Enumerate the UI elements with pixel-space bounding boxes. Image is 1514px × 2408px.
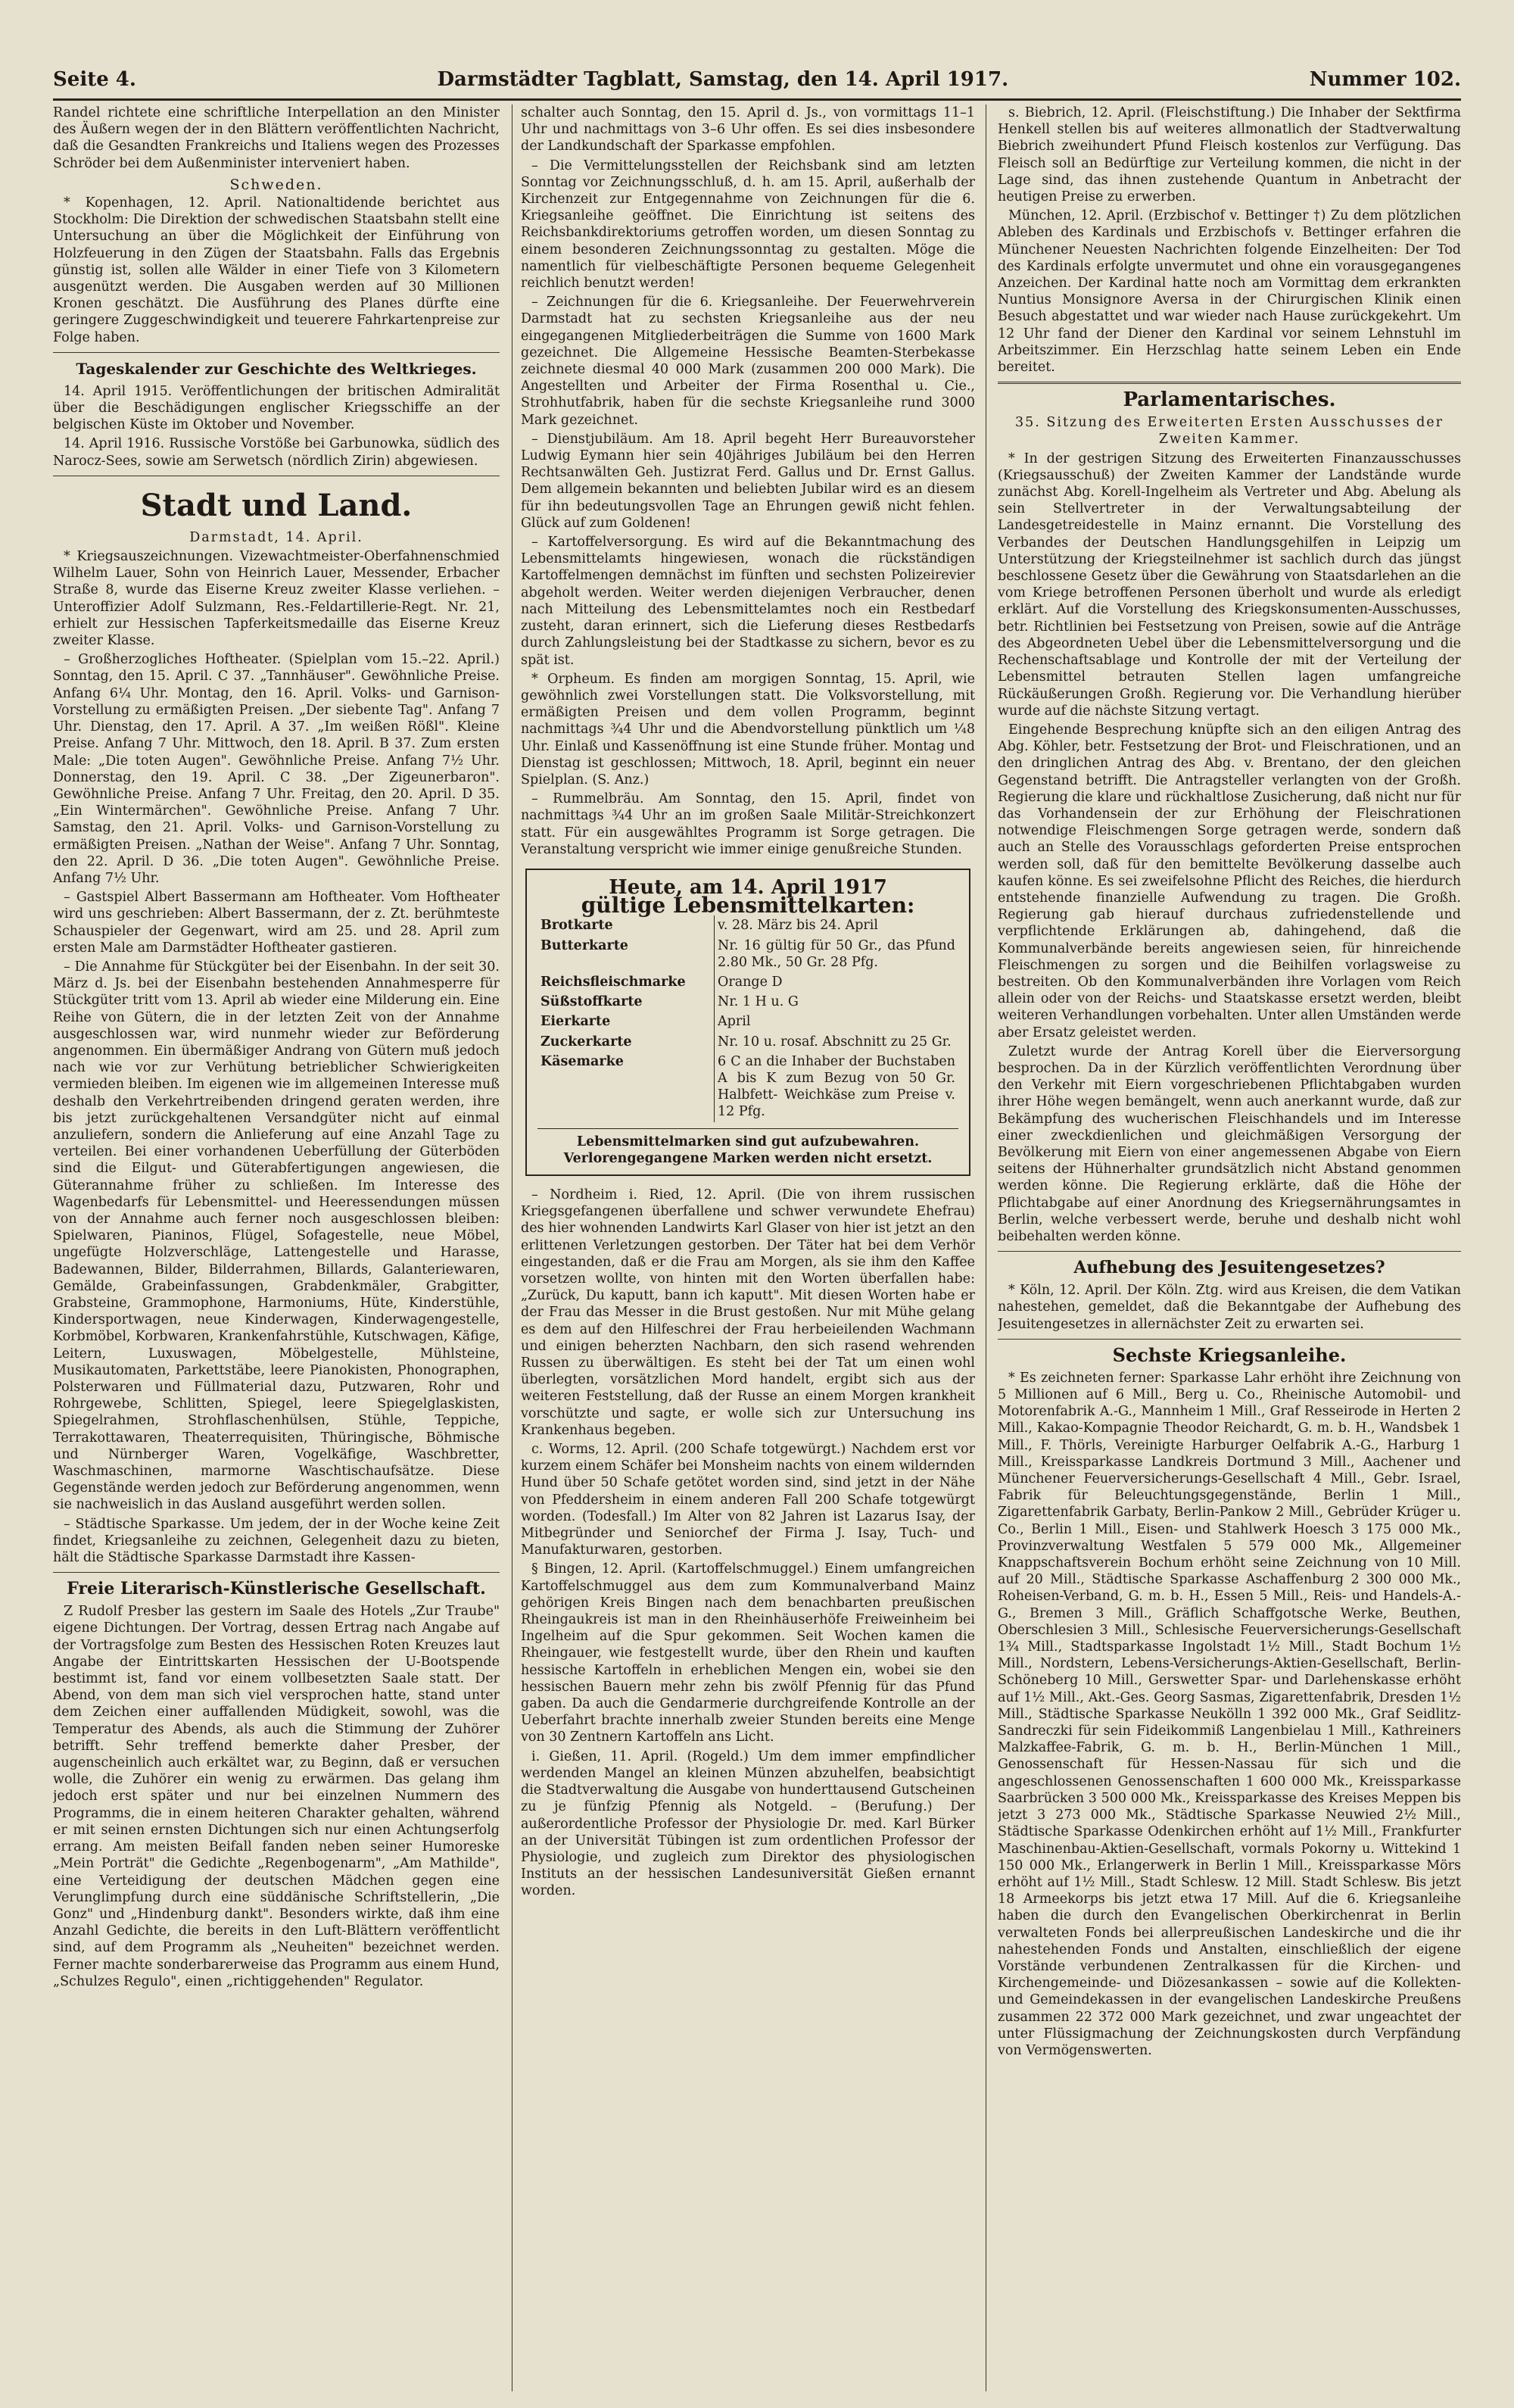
column-2 bbox=[521, 104, 975, 2391]
box-subtitle: gültige Lebensmittelkarten: bbox=[581, 893, 915, 919]
divider bbox=[998, 1339, 1461, 1340]
article-text: Zuletzt wurde der Antrag Korell über die Eierversorgung besprochen. Da in der Kürzlich veröffentlichten Verordnung über den Verkehr mit Eiern vorgeschriebenen Pflichtabgaben wurden ihrer Höhe wegen bemängelt, wenn auch anerkannt wurde, daß zur Bekämpfung des wucherischen Fleischhandels und im Interesse einer zweckdienlichen und gleichmäßigen Versorgung der Bevölkerung mit Eiern von einer angemessenen Abgabe von Eiern seitens der Hühnerhalter grundsätzlich nicht Abstand genommen werden könne. Die Regierung erklärte, daß die Höhe der Pflichtabgabe auf einer Anordnung des Kriegsernährungsamtes in Berlin, welche verbessert werde, beruhe und deshalb nicht wohl beibehalten werden könne. bbox=[998, 1043, 1461, 1244]
ration-card-value: Orange D bbox=[718, 974, 783, 990]
calendar-entry: 14. April 1915. Veröffentlichungen der britischen Admiralität über die Beschädigungen englischer Kriegsschiffe an der belgischen Küste im Oktober und November. bbox=[53, 383, 500, 433]
article-text: * Köln, 12. April. Der Köln. Ztg. wird aus Kreisen, die dem Vatikan nahestehen, gemeldet, daß die Bekanntgabe der Aufhebung des Jesuitengesetzes in allernächster Zeit zu erwarten sei. bbox=[998, 1283, 1461, 1332]
ration-card-name: Brotkarte bbox=[537, 915, 715, 935]
page-number: Seite 4. bbox=[53, 68, 136, 91]
article-text: s. Biebrich, 12. April. (Fleischstiftung.) Die Inhaber der Sektfirma Henkell stellen bis auf weiteres allmonatlich der Stadtverwaltung Biebrich zweihundert Pfund Fleisch kostenlos zur Verfügung. Das Fleisch soll an Bedürftige zur Verteilung kommen, die nicht in der Lage sind, das ihnen zustehende Quantum in Anbetracht der heutigen Preise zu erwerben. bbox=[998, 105, 1461, 205]
section-heading: Parlamentarisches. bbox=[1123, 388, 1336, 412]
article-text: – Die Annahme für Stückgüter bei der Eisenbahn. In der seit 30. März d. Js. bei der Eisenbahn bestehenden Annahmesperre für Stückgüter tritt vom 13. April ab wieder eine Milderung ein. Eine Reihe von Gütern, die in der letzten Zeit von der Annahme ausgeschlossen war, wird nunmehr wieder zur Beförderung angenommen. Ein übermäßiger Andrang von Gütern muß jedoch nach wie vor zur Verhütung betrieblicher Schwierigkeiten vermieden bleiben. Im eigenen wie im allgemeinen Interesse muß deshalb den Verkehrtreibenden dringend geraten werden, ihre bis jetzt zurückgehaltenen Versandgüter nicht auf einmal anzuliefern, sondern die Anlieferung auf eine Anzahl Tage zu verteilen. Bei einer vorhandenen Ueberfüllung der Güterböden sind die Eilgut- und Güterabfertigungen angewiesen, die Güterannahme früher zu schließen. Im Interesse des Wagenbedarfs für Lebensmittel- und Heeressendungen müssen von der Annahme auch ferner noch ausgeschlossen bleiben: Spielwaren, Pianinos, Flügel, Sofagestelle, neue Möbel, ungefügte Holzverschläge, Lattengestelle und Harasse, Badewannen, Bilder, Bilderrahmen, Billards, Galanteriewaren, Gemälde, Grabeinfassungen, Grabdenkmäler, Grabgitter, Grabsteine, Grammophone, Harmoniums, Hüte, Kinderstühle, Kindersportwagen, neue Kinderwagen, Kinderwagengestelle, Korbmöbel, Korbwaren, Krankenfahrstühle, Kutschwagen, Käfige, Leitern, Luxuswagen, Möbelgestelle, Mühlsteine, Musikautomaten, Parkettstäbe, leere Pianokisten, Phonographen, Polsterwaren und Füllmaterial dazu, Putzwaren, Rohr und Rohrgewebe, Schlitten, Spiegel, leere Spiegelglaskisten, Spiegelrahmen, Strohflaschenhülsen, Stühle, Teppiche, Terrakottawaren, Theaterrequisiten, Thüringische, Böhmische und Nürnberger Waren, Vogelkäfige, Waschbretter, Waschmaschinen, marmorne Waschtischaufsätze. Diese Gegenstände werden jedoch zur Beförderung angenommen, wenn sie nachweislich in das Ausland ausgeführt werden sollen. bbox=[53, 959, 500, 1513]
ration-row bbox=[537, 992, 958, 1012]
ration-row bbox=[537, 1012, 958, 1031]
subheading: 35. Sitzung des Erweiterten Ersten Ausschusses der Zweiten Kammer. bbox=[1014, 415, 1444, 448]
article-text: i. Gießen, 11. April. (Rogeld.) Um dem immer empfindlicher werdenden Mangel an kleinen Münzen abzuhelfen, beabsichtigt die Stadtverwaltung die Ausgabe von hunderttausend Gutscheinen zu je fünfzig Pfennig als Notgeld. – (Berufung.) Der außerordentliche Professor der Physiologie Dr. med. Karl Bürker an der Universität Tübingen ist zum ordentlichen Professor der Physiologie, und zugleich zum Direktor des physiologischen Instituts an der hessischen Landesuniversität Gießen ernannt worden. bbox=[521, 1748, 975, 1899]
article-text: – Städtische Sparkasse. Um jedem, der in der Woche keine Zeit findet, Kriegsanleihe zu zeichnen, Gelegenheit dazu zu bieten, hält die Städtische Sparkasse Darmstadt ihre Kassen- bbox=[53, 1516, 500, 1566]
section-heading: Freie Literarisch-Künstlerische Gesellschaft. bbox=[67, 1579, 486, 1599]
ration-row bbox=[537, 1032, 958, 1052]
masthead-rule bbox=[53, 98, 1461, 101]
divider bbox=[998, 1251, 1461, 1252]
article-text: – Rummelbräu. Am Sonntag, den 15. April, findet von nachmittags ¾4 Uhr an im großen Saale Militär-Streichkonzert statt. Für ein ausgewähltes Programm ist Sorge getragen. Die Veranstaltung verspricht wie immer einige genußreiche Stunden. bbox=[521, 791, 975, 857]
paper-title: Darmstädter Tagblatt, Samstag, den 14. April 1917. bbox=[437, 68, 1009, 91]
article-text: Eingehende Besprechung knüpfte sich an den eiligen Antrag des Abg. Köhler, betr. Festsetzung der Brot- und Fleischrationen, und an den dringlichen Antrag des Abg. v. Brentano, der den gleichen Gegenstand betrifft. Die Antragsteller verlangten von der Großh. Regierung die klare und rückhaltlose Zusicherung, daß nicht nur für das Vorhandensein der zur Erhöhung der Fleischrationen notwendige Fleischmengen Sorge getragen werde, sondern daß auch an Stelle des Vorausschlags geforderten Preise entsprochen werden soll, daß für den bemittelte Bevölkerung dasselbe auch kaufen könne. Es sei zweifelsohne Pflicht des Reiches, die hierdurch entstehende finanzielle Aufwendung zu tragen. Die Großh. Regierung gab hierauf durchaus zufriedenstellende und verpflichtende Erklärungen ab, dahingehend, daß die Kommunalverbände bereits angewiesen seien, für hinreichende Fleischmengen zu sorgen und die Beihilfen vorlagsweise zu bestreiten. Ob den Kommunalverbänden ihre Vorlagen vom Reich allein oder von der Reichs- und Staatskasse ersetzt werden, bleibt weiteren Verhandlungen vorbehalten. Unter allen Umständen werde aber Ersatz geleistet werden. bbox=[998, 722, 1461, 1040]
section-heading: Schweden. bbox=[229, 176, 323, 193]
divider bbox=[998, 382, 1461, 384]
issue-number: Nummer 102. bbox=[1309, 68, 1461, 91]
ration-card-value: Nr. 10 u. rosaf. Abschnitt zu 25 Gr. bbox=[718, 1034, 952, 1050]
section-heading: Aufhebung des Jesuitengesetzes? bbox=[1073, 1258, 1385, 1278]
box-footer: Lebensmittelmarken sind gut aufzubewahren. bbox=[537, 1128, 958, 1150]
article-text: schalter auch Sonntag, den 15. April d. Js., von vormittags 11–1 Uhr und nachmittags von 3–6 Uhr offen. Es sei dies insbesondere der Landkundschaft der Sparkasse empfohlen. bbox=[521, 105, 975, 154]
ration-card-name: Käsemarke bbox=[537, 1052, 715, 1122]
ration-card-value: April bbox=[718, 1014, 751, 1030]
ration-card-name: Reichsfleischmarke bbox=[537, 972, 715, 992]
column-1 bbox=[53, 104, 500, 2391]
dateline: Darmstadt, 14. April. bbox=[189, 529, 363, 545]
article-text: * Orpheum. Es finden am morgigen Sonntag, 15. April, wie gewöhnlich zwei Vorstellungen statt. Die Volksvorstellung, mit ermäßigten Preisen und dem vollen Programm, beginnt nachmittags ¾4 Uhr und die Abendvorstellung pünktlich um ¼8 Uhr. Einlaß und Kassenöffnung ist eine Stunde früher. Montag und Dienstag ist geschlossen; Mittwoch, 18. April, beginnt ein neuer Spielplan. (S. Anz.) bbox=[521, 671, 975, 788]
ration-card-box bbox=[525, 869, 970, 1176]
ration-card-value: Nr. 1 H u. G bbox=[718, 994, 799, 1010]
ration-card-name: Butterkarte bbox=[537, 936, 715, 972]
ration-card-value: 6 C an die Inhaber der Buchstaben A bis K zum Bezug von 50 Gr. Halbfett- Weichkäse zum Preise v. 12 Pfg. bbox=[718, 1053, 955, 1120]
ration-card-value: v. 28. März bis 24. April bbox=[718, 918, 878, 934]
ration-card-name: Eierkarte bbox=[537, 1012, 715, 1031]
article-text: München, 12. April. (Erzbischof v. Bettinger †) Zu dem plötzlichen Ableben des Kardinals und Erzbischofs v. Bettinger erfahren die Münchener Neuesten Nachrichten folgende Einzelheiten: Der Tod des Kardinals erfolgte unvermutet und ohne ein vorausgegangenes Anzeichen. Der Kardinal hatte noch am Vormittag dem erkrankten Nuntius Monsignore Aversa in der Chirurgischen Klinik einen Besuch abgestattet und war wieder nach Hause zurückgekehrt. Um 12 Uhr fand der Diener den Kardinal vor seinem Lehnstuhl im Arbeitszimmer. Ein Herzschlag hatte seinem Leben ein Ende bereitet. bbox=[998, 208, 1461, 376]
article-text: * Kriegsauszeichnungen. Vizewachtmeister-Oberfahnenschmied Wilhelm Lauer, Sohn von Heinrich Lauer, Messender, Erbacher Straße 8, wurde das Eiserne Kreuz zweiter Klasse verliehen. – Unteroffizier Adolf Sulzmann, Res.-Feldartillerie-Regt. Nr. 21, erhielt zur Hessischen Tapferkeitsmedaille das Eiserne Kreuz zweiter Klasse. bbox=[53, 549, 500, 649]
column-3 bbox=[998, 104, 1461, 2391]
article-text: – Nordheim i. Ried, 12. April. (Die von ihrem russischen Kriegsgefangenen überfallene und schwer verwundete Ehefrau) des hier wohnenden Landwirts Karl Glaser von hier ist jetzt an den erlittenen Verletzungen gestorben. Der Täter hat bei dem Verhör eingestanden, daß er die Frau am Morgen, als sie ihm den Kaffee vorsetzen wollte, von hinten mit den Worten überfallen habe: „Zurück, Du kaputt, bann ich kaputt". Mit diesen Worten habe er der Frau das Messer in die Brust gestoßen. Nur mit Mühe gelang es dem auf den Hilfeschrei der Frau herbeieilenden Wachmann und einigen beherzten Nachbarn, den sich rasend wehrenden Russen zu überwältigen. Es steht bei der Tat um einen wohl überlegten, vorsätzlichen Mord handelt, ergibt sich aus der weiteren Feststellung, daß der Russe an einem Morgen krankheit vorschützte und sagte, er wolle sich zur Untersuchung ins Krankenhaus begeben. bbox=[521, 1187, 975, 1438]
section-heading: Sechste Kriegsanleihe. bbox=[1112, 1343, 1347, 1366]
ration-card-name: Süßstoffkarte bbox=[537, 992, 715, 1012]
ration-card-value: Nr. 16 gültig für 50 Gr., das Pfund 2.80 Mk., 50 Gr. 28 Pfg. bbox=[718, 937, 955, 970]
article-text: – Zeichnungen für die 6. Kriegsanleihe. Der Feuerwehrverein Darmstadt hat zu sechsten Kriegsanleihe aus der neu eingegangenen Mitgliederbeiträgen die Summe von 1600 Mark gezeichnet. Die Allgemeine Hessische Beamten-Sterbekasse zeichnete diesmal 40 000 Mark (zusammen 200 000 Mark). Die Angestellten und Arbeiter der Firma Rosenthal u. Cie., Strohhutfabrik, haben für die sechste Kriegsanleihe rund 3000 Mark gezeichnet. bbox=[521, 295, 975, 428]
article-text: – Großherzogliches Hoftheater. (Spielplan vom 15.–22. April.) Sonntag, den 15. April. C 37. „Tannhäuser". Gewöhnliche Preise. Anfang 6¼ Uhr. Montag, den 16. April. Volks- und Garnison-Vorstellung zu ermäßigten Preisen. „Der siebente Tag". Anfang 7 Uhr. Dienstag, den 17. April. A 37. „Im weißen Rößl". Kleine Preise. Anfang 7 Uhr. Mittwoch, den 18. April. B 37. Zum ersten Male: „Die toten Augen". Gewöhnliche Preise. Anfang 7½ Uhr. Donnerstag, den 19. April. C 38. „Der Zigeunerbaron". Gewöhnliche Preise. Anfang 7 Uhr. Freitag, den 20. April. D 35. „Ein Wintermärchen". Gewöhnliche Preise. Anfang 7 Uhr. Samstag, den 21. April. Volks- und Garnison-Vorstellung zu ermäßigten Preisen. „Nathan der Weise". Anfang 7 Uhr. Sonntag, den 22. April. D 36. „Die toten Augen". Gewöhnliche Preise. Anfang 7½ Uhr. bbox=[53, 652, 500, 886]
section-heading: Stadt und Land. bbox=[140, 487, 413, 523]
ration-table bbox=[537, 915, 958, 1121]
box-title: Heute, am 14. April 1917 bbox=[609, 875, 887, 899]
article-text: Randel richtete eine schriftliche Interpellation an den Minister des Äußern wegen der in den Blättern veröffentlichten Nachricht, daß die Gesandten Frankreichs und Italiens wegen des Prozesses Schröder bei dem Außenminister interveniert haben. bbox=[53, 105, 500, 171]
article-text: * Kopenhagen, 12. April. Nationaltidende berichtet aus Stockholm: Die Direktion der schwedischen Staatsbahn stellt eine Untersuchung an über die Möglichkeit der Einführung von Holzfeuerung in den Zügen der Staatsbahn. Falls das Ergebnis günstig ist, sollen alle Wälder in einer Tiefe von 3 Kilometern ausgenützt werden. Die Ausgaben werden auf 30 Millionen Kronen geschätzt. Die Ausführung des Planes dürfte eine geringere Zuggeschwindigkeit und teuerere Fahrkartenpreise zur Folge haben. bbox=[53, 195, 500, 345]
ration-card-name: Zuckerkarte bbox=[537, 1032, 715, 1052]
section-heading: Tageskalender zur Geschichte des Weltkrieges. bbox=[76, 359, 477, 378]
ration-row bbox=[537, 915, 958, 935]
article-text: c. Worms, 12. April. (200 Schafe totgewürgt.) Nachdem erst vor kurzem einem Schäfer bei Monsheim nachts von einem wildernden Hund über 50 Schafe getötet worden sind, sind jetzt in der Nähe von Pfeddersheim in einem anderen Fall 200 Schafe totgewürgt worden. (Todesfall.) Im Alter von 82 Jahren ist Lazarus Isay, der Mitbegründer und Seniorchef der Firma J. Isay, Tuch- und Manufakturwaren, gestorben. bbox=[521, 1442, 975, 1558]
ration-row bbox=[537, 1052, 958, 1122]
article-text: – Kartoffelversorgung. Es wird auf die Bekanntmachung des Lebensmittelamts hingewiesen, wonach die rückständigen Kartoffelmengen demnächst im fünften und sechsten Polizeirevier abgeholt werden. Weiter werden diejenigen Verbraucher, denen nach Mitteilung des Lebensmittelamtes noch ein Restbedarf zusteht, daran erinnert, sich die Lieferung dieses Restbedarfs durch Zahlungsleistung bei der Stadtkasse zu sichern, bevor es zu spät ist. bbox=[521, 535, 975, 668]
ration-row bbox=[537, 972, 958, 992]
divider bbox=[53, 352, 500, 353]
article-text: – Die Vermittelungsstellen der Reichsbank sind am letzten Sonntag vor Zeichnungsschluß, d. h. am 15. April, außerhalb der Kirchenzeit zur Entgegennahme von Zeichnungen für die 6. Kriegsanleihe geöffnet. Die Einrichtung ist seitens des Reichsbankdirektoriums getroffen worden, um diesen Sonntag zu einem besonderen Zeichnungssonntag zu gestalten. Möge die namentlich für vielbeschäftigte Personen bequeme Gelegenheit reichlich benutzt werden! bbox=[521, 158, 975, 292]
article-text: * In der gestrigen Sitzung des Erweiterten Finanzausschusses (Kriegsausschuß) der Zweiten Kammer der Landstände wurde zunächst Abg. Korell-Ingelheim als Vertreter und Abg. Abelung als sein Stellvertreter in der Verwaltungsabteilung der Landesgetreidestelle in Mainz ernannt. Die Vorstellung des Verbandes der Deutschen Handlungsgehilfen in Leipzig um Unterstützung der Kriegsteilnehmer ist sachlich durch das jüngst beschlossene Gesetz über die Gewährung von Staatsdarlehen an die vom Kriege betroffenen Personen überholt und wurde als erledigt erklärt. Auf die Vorstellung des Kriegskonsumenten-Ausschusses, betr. Richtlinien bei Festsetzung von Preisen, sowie auf die Anträge des Abgeordneten Uebel über die Lebensmittelversorgung und die Rechenschaftsablage und Kontrolle der mit der Verteilung der Lebensmittel betrauten Stellen lagen umfangreiche Rückäußerungen Großh. Regierung vor. Die Verhandlung hierüber wurde auf die nächste Sitzung vertagt. bbox=[998, 451, 1461, 719]
calendar-entry: 14. April 1916. Russische Vorstöße bei Garbunowka, südlich des Narocz-Sees, sowie am Serwetsch (nördlich Zirin) abgewiesen. bbox=[53, 436, 500, 469]
box-footer: Verlorengegangene Marken werden nicht ersetzt. bbox=[563, 1150, 933, 1166]
article-text: – Dienstjubiläum. Am 18. April begeht Herr Bureauvorsteher Ludwig Eymann hier sein 40jähriges Jubiläum bei den Herren Rechtsanwälten Geh. Justizrat Ferd. Gallus und Dr. Ernst Gallus. Dem allgemein bekannten und beliebten Jubilar wird es an diesem für ihn bedeutungsvollen Tage an Ehrungen gewiß nicht fehlen. Glück auf zum Goldenen! bbox=[521, 431, 975, 531]
article-text: § Bingen, 12. April. (Kartoffelschmuggel.) Einem umfangreichen Kartoffelschmuggel aus dem zum Kommunalverband Mainz gehörigen Kreis Bingen nach dem benachbarten preußischen Rheingaukreis ist man in den Rheinhäuserhöfe Freiweinheim bei Ingelheim auf die Spur gekommen. Seit Wochen kamen die Rheingauer, wie festgestellt wurde, über den Rhein und kauften hessische Kartoffeln in erheblichen Mengen ein, wobei sie den hessischen Bauern mehr zehn bis zwölf Pfennig für das Pfund gaben. Da auch die Gendarmerie durchgreifende Kontrolle an der Ueberfahrt brachte innerhalb zweier Stunden bereits eine Menge von 30 Zentnern Kartoffeln ans Licht. bbox=[521, 1561, 975, 1745]
ration-row bbox=[537, 936, 958, 972]
article-text: * Es zeichneten ferner: Sparkasse Lahr erhöht ihre Zeichnung von 5 Millionen auf 6 Mill., Berg u. Co., Rheinische Automobil- und Motorenfabrik A.-G., Mannheim 1 Mill., Graf Resseirode in Herten 2 Mill., Kakao-Kompagnie Theodor Reichardt, G. m. b. H., Wandsbek 1 Mill., F. Thörls, Vereinigte Harburger Oelfabrik A.-G., Harburg 1 Mill., Kreissparkasse Landkreis Dortmund 3 Mill., Aachener und Münchener Feuerversicherungs-Gesellschaft 4 Mill., Gebr. Israel, Fabrik für Beleuchtungsgegenstände, Berlin 1 Mill., Zigarettenfabrik Garbaty, Berlin-Pankow 2 Mill., Gebrüder Krüger u. Co., Berlin 1 Mill., Eisen- und Stahlwerk Hoesch 3 175 000 Mk., Provinzverwaltung Westfalen 5 579 000 Mk., Allgemeiner Knappschaftsverein Bochum erhöht seine Zeichnung von 10 Mill. auf 20 Mill., Städtische Sparkasse Aschaffenburg 2 300 000 Mk., Roheisen-Verband, G. m. b. H., Essen 5 Mill., Reis- und Handels-A.-G., Bremen 3 Mill., Gräflich Schaffgotsche Werke, Beuthen, Oberschlesien 3 Mill., Schlesische Feuerversicherungs-Gesellschaft 1¾ Mill., Stadtsparkasse Ingolstadt 1½ Mill., Stadt Bochum 1½ Mill., Nordstern, Lebens-Versicherungs-Aktien-Gesellschaft, Berlin-Schöneberg 10 Mill., Gerswetter Spar- und Darlehenskasse erhöht auf 1½ Mill., Akt.-Ges. Georg Sasmas, Zigarettenfabrik, Dresden 1½ Mill., Städtische Sparkasse Neukölln 1 392 000 Mk., Graf Seidlitz-Sandreczki für sein Fideikommiß Langenbielau 1 Mill., Kathreiners Malzkaffee-Fabrik, G. m. b. H., Berlin-München 1 Mill., Genossenschaft für Hessen-Nassau für sich und die angeschlossenen Genossenschaften 1 600 000 Mk., Kreissparkasse Saarbrücken 3 500 000 Mk., Kreissparkasse des Kreises Meppen bis jetzt 3 273 000 Mk., Städtische Sparkasse Neuwied 2½ Mill., Städtische Sparkasse Odenkirchen erhöht auf 1½ Mill., Frankfurter Maschinenbau-Aktien-Gesellschaft, vormals Pokorny u. Wittekind 1 150 000 Mk., Erlangerwerk in Berlin 1 Mill., Kreissparkasse Mörs erhöht auf 1½ Mill., Stadt Schlesw. 12 Mill. Stadt Schlesw. Bis jetzt 18 Armeekorps bis jetzt etwa 17 Mill. Auf die 6. Kriegsanleihe haben die durch den Evangelischen Oberkirchenrat in Berlin verwalteten Fonds bei allerpreußischen Landeskirche und die ihr nahestehenden Fonds und Anstalten, einschließlich der eigene Vorstände verbundenen Zentralkassen für die Kirchen- und Kirchengemeinde- und Diözesankassen – sowie auf die Kollekten- und Gemeindekassen in der evangelischen Landeskirche Preußens zusammen 22 372 000 Mark gezeichnet, und zwar ungeachtet der unter Flüssigmachung der Zeichnungskosten durch Verpfändung von Vermögenswerten. bbox=[998, 1370, 1461, 2058]
masthead bbox=[53, 64, 1461, 95]
article-text: Z Rudolf Presber las gestern im Saale des Hotels „Zur Traube" eigene Dichtungen. Der Vortrag, dessen Ertrag nach Angabe auf der Vortragsfolge zum Besten des Hessischen Roten Kreuzes laut Angabe der Eintrittskarten Hessischen der U-Bootspende bestimmt ist, fand vor einem vollbesetzten Saale statt. Der Abend, von dem man sich viel versprochen hatte, stand unter dem Zeichen einer auffallenden Müdigkeit, sowohl, was die Temperatur des Abends, als auch die Stimmung der Zuhörer betrifft. Sehr treffend bemerkte daher Presber, der augenscheinlich auch erkältet war, zu Beginn, daß er versuchen wolle, die Zuhörer ein wenig zu erwärmen. Das gelang ihm jedoch erst später und nur bei einzelnen Nummern des Programms, die in einem heiteren Charakter gehalten, während er mit seinen ernsten Dichtungen sich nur einen Achtungserfolg errang. Am meisten Beifall fanden neben seiner Humoreske „Mein Porträt" die Gedichte „Regenbogenarm", „Am Mathilde", eine Verteidigung der deutschen Mädchen gegen eine Verunglimpfung durch eine süddänische Schriftstellerin, „Die Gonz" und „Hindenburg dankt". Besonders wirkte, daß ihm eine Anzahl Gedichte, die bereits in den Luft-Blättern veröffentlicht sind, auf dem Programm als „Neuheiten" bezeichnet werden. Ferner machte sonderbarerweise das Programm aus einem Hund, „Schulzes Regulo", einen „richtiggehenden" Regulator. bbox=[53, 1604, 500, 1989]
article-text: – Gastspiel Albert Bassermann am Hoftheater. Vom Hoftheater wird uns geschrieben: Albert Bassermann, der z. Zt. berühmteste Schauspieler der Gegenwart, wird am 25. und 28. April zum ersten Male am Darmstädter Hoftheater gastieren. bbox=[53, 890, 500, 956]
divider bbox=[53, 1572, 500, 1573]
